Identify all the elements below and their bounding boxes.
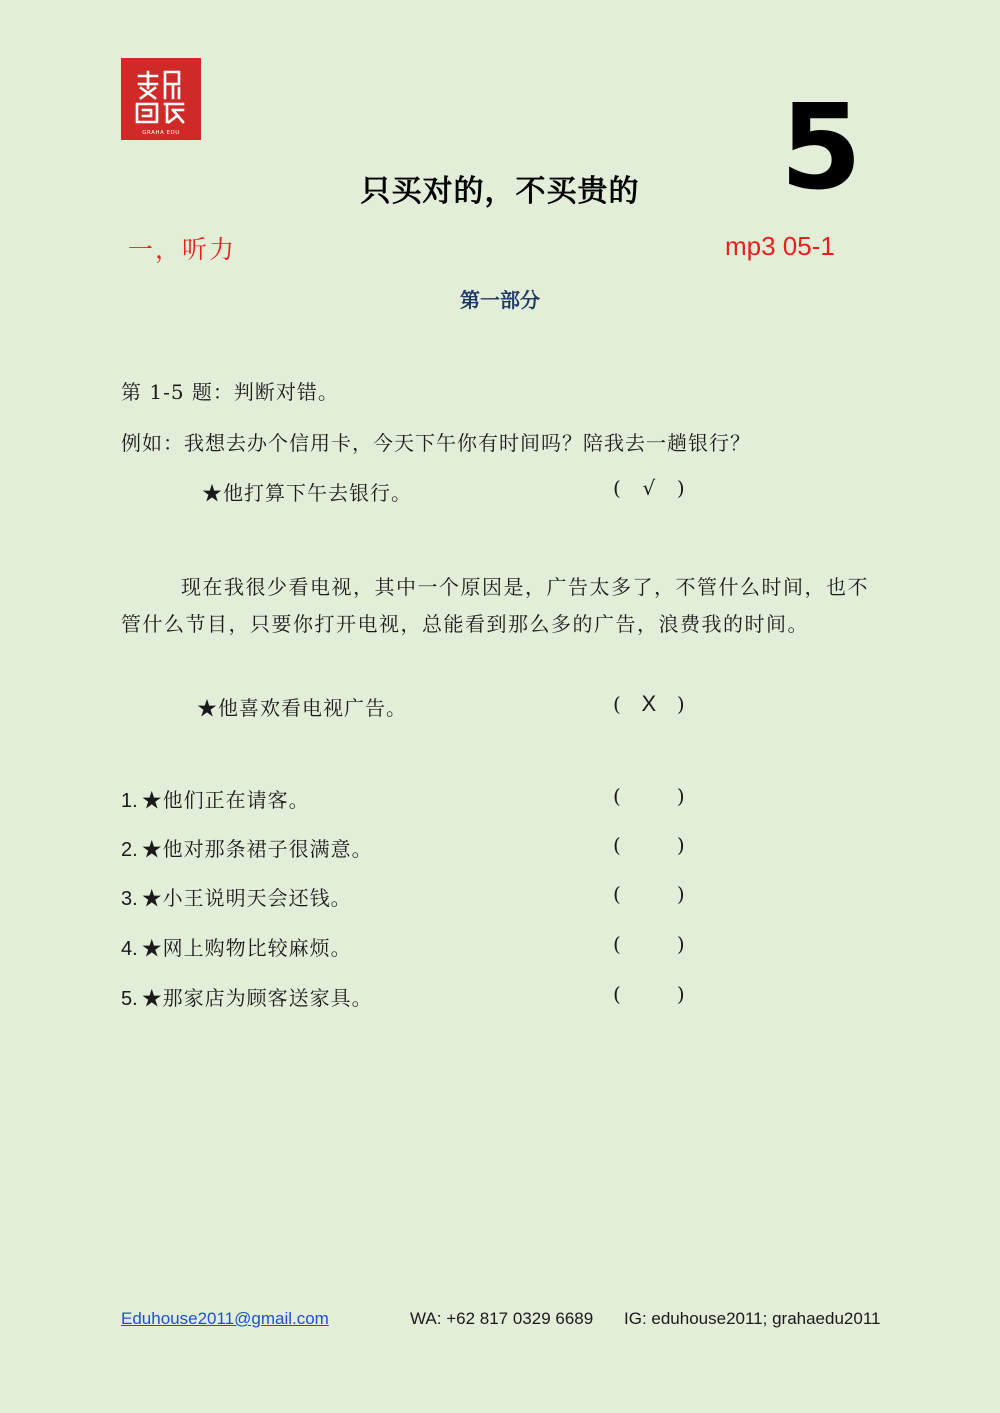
example-prefix: 例如： xyxy=(121,431,184,455)
instruction xyxy=(121,376,339,405)
graha-edu-seal-logo-icon xyxy=(121,58,201,140)
answer-box[interactable]: ( ) xyxy=(613,833,685,857)
question-text: ★他们正在请客。 xyxy=(141,788,310,812)
footer-email-link[interactable]: Eduhouse2011@gmail.com xyxy=(121,1309,329,1328)
audio-track-label: mp3 05-1 xyxy=(725,231,835,261)
example-answer-mark: √ xyxy=(642,476,656,500)
section-heading: 一，听力 xyxy=(128,235,237,264)
svg-text:GRAHA EDU: GRAHA EDU xyxy=(142,130,180,136)
example-statement: ★他打算下午去银行。 xyxy=(202,481,412,505)
example-answer-box: ( √ ) xyxy=(613,476,685,500)
instruction-range: 第 1-5 题： xyxy=(121,380,234,404)
example-answer-mark-2: X xyxy=(641,691,657,716)
question-item xyxy=(121,784,310,813)
question-text: ★那家店为顾客送家具。 xyxy=(141,986,373,1010)
example-statement-2: ★他喜欢看电视广告。 xyxy=(197,696,407,720)
part-heading: 第一部分 xyxy=(460,288,540,312)
question-number: 5. xyxy=(121,988,138,1010)
answer-box[interactable]: ( ) xyxy=(613,882,685,906)
question-text: ★他对那条裙子很满意。 xyxy=(141,837,373,861)
answer-box[interactable]: ( ) xyxy=(613,932,685,956)
question-item xyxy=(121,982,373,1011)
lesson-title: 只买对的，不买贵的 xyxy=(360,174,640,209)
lesson-number: 5 xyxy=(780,78,863,216)
question-item xyxy=(121,833,373,862)
footer-instagram: IG: eduhouse2011; grahaedu2011 xyxy=(624,1309,881,1328)
example-dialogue: 我想去办个信用卡，今天下午你有时间吗？陪我去一趟银行？ xyxy=(184,431,751,455)
question-text: ★小王说明天会还钱。 xyxy=(141,886,352,910)
instruction-text: 判断对错。 xyxy=(233,380,339,404)
question-text: ★网上购物比较麻烦。 xyxy=(141,936,352,960)
answer-box[interactable]: ( ) xyxy=(613,982,685,1006)
example-passage: 现在我很少看电视，其中一个原因是，广告太多了，不管什么时间，也不管什么节目，只要你打开电视，总能看到那么多的广告，浪费我的时间。 xyxy=(121,575,869,636)
answer-box[interactable]: ( ) xyxy=(613,784,685,808)
question-item xyxy=(121,882,352,911)
logo xyxy=(121,58,201,140)
question-number: 4. xyxy=(121,938,138,960)
example-answer-box-2: ( X ) xyxy=(613,691,685,716)
question-number: 2. xyxy=(121,839,138,861)
example-prompt xyxy=(121,427,751,456)
footer-whatsapp: WA: +62 817 0329 6689 xyxy=(410,1309,594,1328)
question-item xyxy=(121,932,352,961)
question-number: 1. xyxy=(121,790,138,812)
question-number: 3. xyxy=(121,888,138,910)
